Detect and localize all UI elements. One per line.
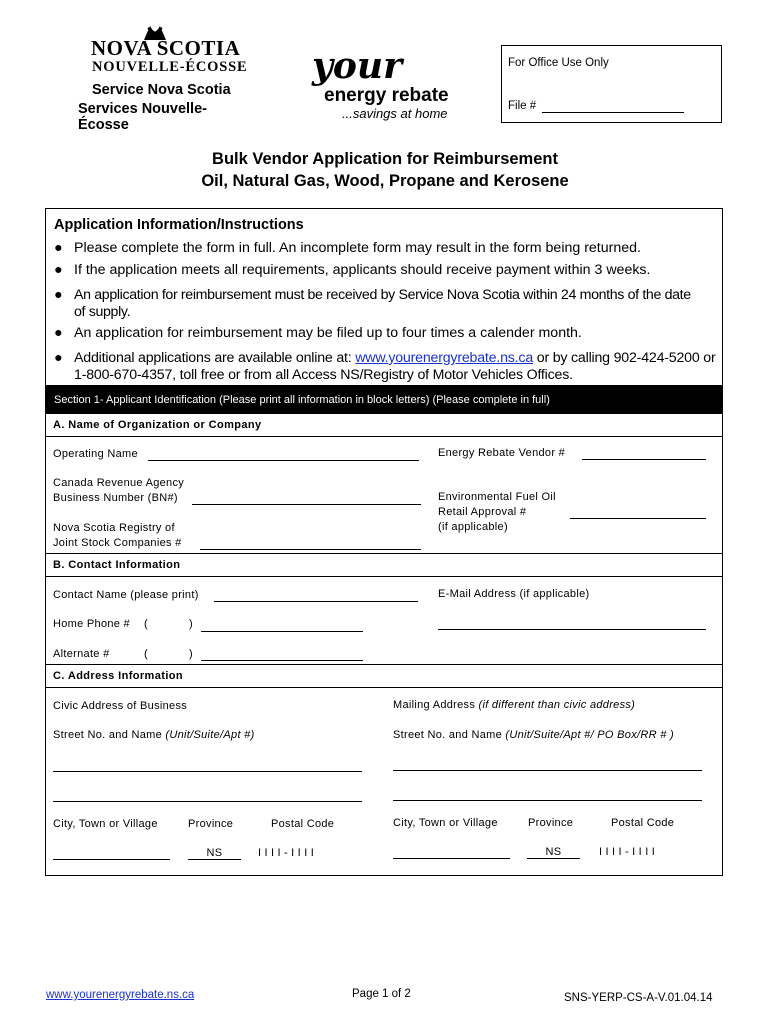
nsr-label-line1: Nova Scotia Registry of bbox=[53, 522, 175, 534]
service-fr: Services Nouvelle-Écosse bbox=[78, 101, 207, 133]
business-number-field[interactable] bbox=[192, 504, 421, 505]
office-use-box bbox=[501, 45, 722, 123]
website-link[interactable]: www.yourenergyrebate.ns.ca bbox=[355, 350, 534, 366]
mailing-street-field-2[interactable] bbox=[393, 800, 702, 801]
bullet-icon: ● bbox=[54, 262, 63, 278]
bullet-icon: ● bbox=[54, 325, 63, 341]
mailing-city-field[interactable] bbox=[393, 858, 510, 859]
divider bbox=[46, 576, 722, 577]
logo-energy-rebate: energy rebate bbox=[324, 85, 449, 106]
efo-label-line1: Environmental Fuel Oil bbox=[438, 491, 556, 503]
operating-name-field[interactable] bbox=[148, 460, 419, 461]
document-subtitle: Oil, Natural Gas, Wood, Propane and Kerosene bbox=[201, 172, 569, 190]
city-field[interactable] bbox=[53, 859, 170, 860]
section-1-bar: Section 1- Applicant Identification (Please print all information in block letters) (Please complete in full) bbox=[46, 387, 722, 414]
mailing-address-label: Mailing Address (if different than civic address) bbox=[393, 699, 636, 711]
instructions-heading: Application Information/Instructions bbox=[54, 217, 304, 233]
vendor-number-field[interactable] bbox=[582, 459, 706, 460]
mailing-city-label: City, Town or Village bbox=[393, 817, 498, 829]
efo-label-line2: Retail Approval # bbox=[438, 506, 527, 518]
vendor-number-label: Energy Rebate Vendor # bbox=[438, 447, 566, 459]
instruction-item: ● An application for reimbursement may be filed up to four times a calender month. bbox=[54, 325, 582, 341]
ns-subtitle: NOUVELLE-ÉCOSSE bbox=[92, 59, 248, 75]
service-en: Service Nova Scotia bbox=[92, 82, 231, 98]
instructions-box bbox=[45, 208, 723, 386]
efo-label-line3: (if applicable) bbox=[438, 521, 508, 533]
bullet-icon: ● bbox=[54, 350, 63, 366]
bullet-icon: ● bbox=[54, 287, 63, 303]
province-label: Province bbox=[188, 818, 234, 830]
contact-name-label: Contact Name (please print) bbox=[53, 589, 199, 601]
postal-code-field[interactable]: I I I I - I I I I bbox=[258, 847, 314, 859]
instruction-item: ● Additional applications are available online at: www.yourenergyrebate.ns.ca or by calling 902-424-5200 or 1-800-670-4357, toll free or from all Access NS/Registry of Motor Vehicles Offices. bbox=[54, 350, 716, 383]
mailing-province-field[interactable]: NS bbox=[527, 846, 580, 859]
divider bbox=[46, 553, 722, 554]
registry-number-field[interactable] bbox=[200, 549, 421, 550]
postal-code-label: Postal Code bbox=[271, 818, 335, 830]
section-b-heading: B. Contact Information bbox=[53, 559, 181, 571]
instruction-item: ● Please complete the form in full. An incomplete form may result in the form being returned. bbox=[54, 240, 641, 256]
document-title: Bulk Vendor Application for Reimbursement bbox=[212, 150, 558, 168]
file-number-field[interactable] bbox=[542, 112, 684, 113]
contact-name-field[interactable] bbox=[214, 601, 418, 602]
file-number-label: File # bbox=[508, 100, 537, 112]
home-phone-field[interactable] bbox=[201, 631, 363, 632]
mailing-postal-code-label: Postal Code bbox=[611, 817, 675, 829]
bullet-icon: ● bbox=[54, 240, 63, 256]
nsr-label-line2: Joint Stock Companies # bbox=[53, 537, 182, 549]
alternate-phone-field[interactable] bbox=[201, 660, 363, 661]
footer-website-link[interactable]: www.yourenergyrebate.ns.ca bbox=[46, 989, 195, 1001]
logo-tagline: ...savings at home bbox=[342, 106, 448, 121]
divider bbox=[46, 664, 722, 665]
divider bbox=[46, 436, 722, 437]
logo-your: your bbox=[312, 45, 403, 87]
section-a-heading: A. Name of Organization or Company bbox=[53, 419, 262, 431]
ns-title: NOVA SCOTIA bbox=[91, 36, 241, 60]
province-field[interactable]: NS bbox=[188, 847, 241, 860]
instruction-item: ● If the application meets all requirements, applicants should receive payment within 3 weeks. bbox=[54, 262, 651, 278]
alternate-phone-label: Alternate # bbox=[53, 648, 110, 660]
home-phone-label: Home Phone # bbox=[53, 618, 130, 630]
email-label: E-Mail Address (if applicable) bbox=[438, 588, 590, 600]
civic-address-label: Civic Address of Business bbox=[53, 700, 188, 712]
divider bbox=[46, 687, 722, 688]
efo-approval-field[interactable] bbox=[570, 518, 706, 519]
civic-street-field-2[interactable] bbox=[53, 801, 362, 802]
street-label: Street No. and Name (Unit/Suite/Apt #) bbox=[53, 729, 255, 741]
section-c-heading: C. Address Information bbox=[53, 670, 184, 682]
form-code: SNS-YERP-CS-A-V.01.04.14 bbox=[564, 992, 713, 1004]
page-number: Page 1 of 2 bbox=[352, 988, 411, 1000]
instruction-item: ● An application for reimbursement must be received by Service Nova Scotia within 24 months of the date of supply. bbox=[54, 287, 691, 320]
cra-label-line2: Business Number (BN#) bbox=[53, 492, 178, 504]
operating-name-label: Operating Name bbox=[53, 448, 138, 460]
mailing-postal-code-field[interactable]: I I I I - I I I I bbox=[599, 846, 655, 858]
cra-label-line1: Canada Revenue Agency bbox=[53, 477, 185, 489]
civic-street-field-1[interactable] bbox=[53, 771, 362, 772]
city-label: City, Town or Village bbox=[53, 818, 158, 830]
email-field[interactable] bbox=[438, 629, 706, 630]
mailing-street-label: Street No. and Name (Unit/Suite/Apt #/ PO Box/RR # ) bbox=[393, 729, 674, 741]
applicant-identification-form: Section 1- Applicant Identification (Please print all information in block letters) (Please complete in full) A. Name of Organization or Company Operating Name Energy Rebate Vendor # Canada Revenue Agency Business Number (BN#) Environmental Fuel Oil Retail Approval # (if applicable) Nova Scotia Registry of Joint Stock Companies # B. Contact Information Contact Name (please print) E-Mail Address (if applicable) Home Phone # ( ) Alternate # ( ) C. Address Information Civic Address of Business Mailing Address (if different than civic address) Street No. and Name (Unit/Suite/Apt #) Street No. and Name (Unit/Suite/Apt #/ PO Box/RR # ) City, Town or Village Province Postal Code City, Town or Village Province Postal Code NS I I I I - I I I I NS I I I I - I I I I bbox=[45, 386, 723, 876]
mailing-street-field-1[interactable] bbox=[393, 770, 702, 771]
office-use-label: For Office Use Only bbox=[508, 57, 609, 69]
mailing-province-label: Province bbox=[528, 817, 574, 829]
